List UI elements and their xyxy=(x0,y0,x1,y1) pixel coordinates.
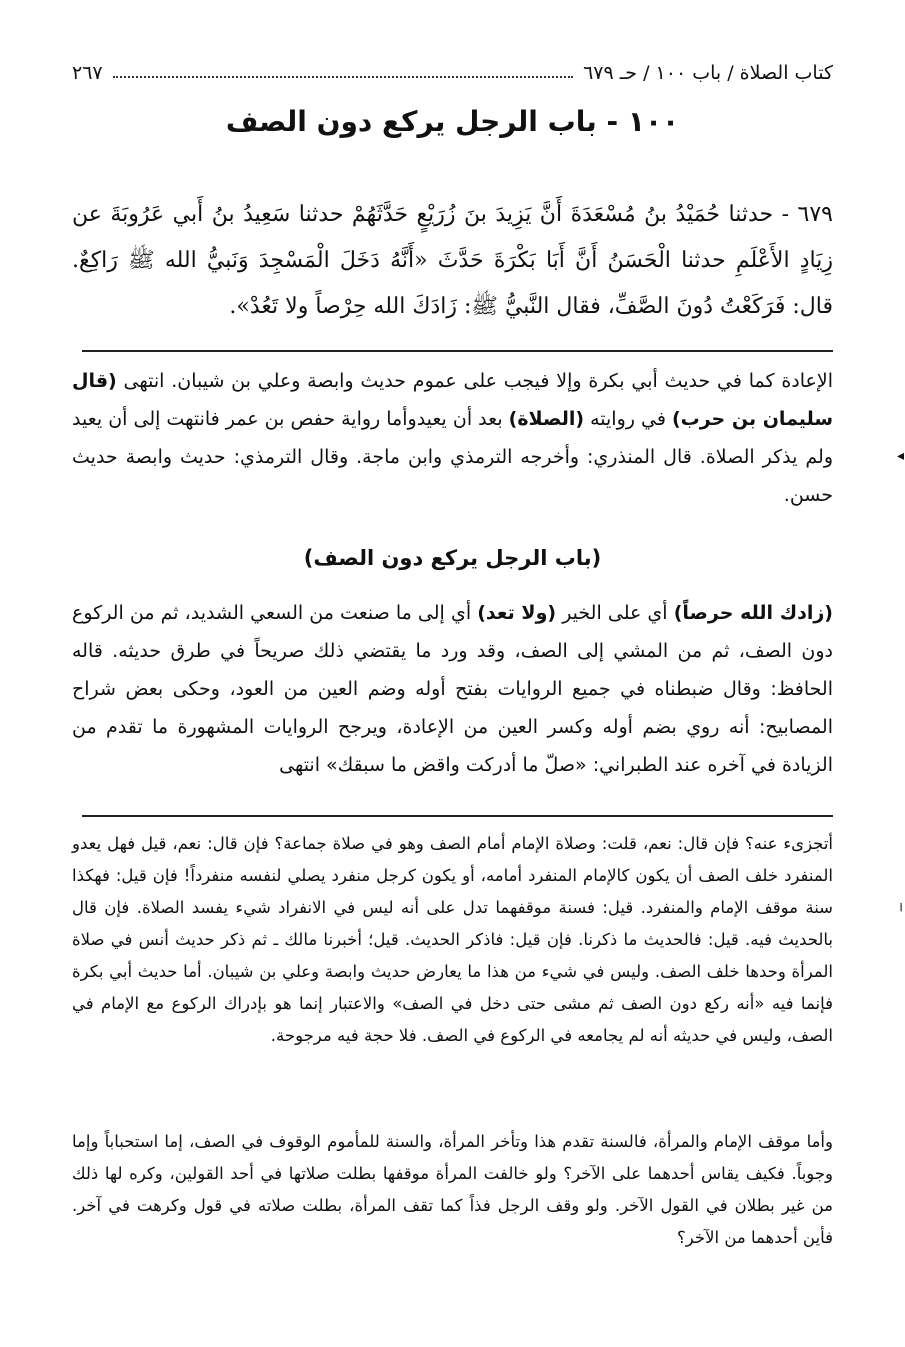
running-title: كتاب الصلاة / باب ١٠٠ / حـ ٦٧٩ xyxy=(583,62,833,84)
footnote-paragraph-2: وأما موقف الإمام والمرأة، فالسنة تقدم هذا وتأخر المرأة، والسنة للمأموم الوقوف في الصف، إما استحباباً وإما وجوباً. فكيف يقاس أحدهما على الآخر؟ ولو خالفت المرأة موقفها بطلت صلاتها في أحد القولين، وكره لها ذلك من غير بطلان في القول الآخر. ولو وقف الرجل فذاً كما تقف المرأة، بطلت صلاته في قول وكرهت في آخر. فأين أحدهما من الآخر؟ xyxy=(72,1132,833,1247)
footnote-paragraph-1: أتجزىء عنه؟ فإن قال: نعم، قلت: وصلاة الإمام أمام الصف وهو في صلاة جماعة؟ فإن قال: نعم، قيل فهل يعدو المنفرد خلف الصف أن يكون كالإمام المنفرد أمامه، أو يكون كرجل منفرد يصلي لنفسه منفرداً! فإن قيل: فهكذا سنة موقف الإمام والمنفرد. قيل: فسنة موقفهما تدل على أنه ليس في الانفراد شيء يفسد الصلاة. فإن قال بالحديث فيه. قيل: فالحديث ما ذكرنا. فإن قيل: فاذكر الحديث. قيل؛ أخبرنا مالك ـ ثم ذكر حديث أنس في صلاة المرأة وحدها خلف الصف. وليس في شيء من هذا ما يعارض حديث وابصة وعلي بن شيبان. أما حديث أبي بكرة فإنما فيه «أنه ركع دون الصف ثم مشى حتى دخل في الصف» والاعتبار إنما هو بإدراك الركوع مع الإمام في الصف، وليس في حديثه أنه لم يجامعه في الركوع في الصف. فلا حجة فيه مرجوحة. xyxy=(72,834,833,1045)
commentary-1-text-a: الإعادة كما في حديث أبي بكرة وإلا فيجب على عموم حديث وابصة وعلي بن شيبان. انتهى xyxy=(116,370,833,392)
commentary-2-bold-b: (ولا تعد) xyxy=(477,602,557,624)
commentary-block-1 xyxy=(72,362,833,514)
commentary-2-bold-a: (زادك الله حرصاً) xyxy=(673,602,833,624)
commentary-2-text-b: أي إلى ما صنعت من السعي الشديد، ثم من الركوع دون الصف، ثم من المشي إلى الصف، وقد ورد ما يقتضي ذلك صريحاً في طرق حديثه. قاله الحافظ: وقال ضبطناه في جميع الروايات بفتح أوله وضم العين من العود، وحكى بعض شراح المصابيح: أنه روي بضم أوله وكسر العين من الإعادة، ويرجح الروايات المشهورة ما تقدم من الزيادة في آخره عند الطبراني: «صلّ ما أدركت واقض ما سبقك» انتهى xyxy=(72,602,833,776)
margin-mark: ╵ xyxy=(897,904,905,920)
hadith-text: ٦٧٩ - حدثنا حُمَيْدُ بنُ مُسْعَدَةَ أَنَّ يَزِيدَ بنَ زُرَيْعٍ حَدَّثَهُمْ حدثنا سَعِيدُ بنُ أَبي عَرُوبَةَ عن زِيَادٍ الأَعْلَمِ حدثنا الْحَسَنُ أَنَّ أَبَا بَكْرَةَ حَدَّثَ «أَنَّهُ دَخَلَ الْمَسْجِدَ وَنَبيُّ الله ﷺ رَاكِعٌ. قال: فَرَكَعْتُ دُونَ الصَّفِّ، فقال النَّبيُّ ﷺ: زَادَكَ الله حِرْصاً ولا تَعُدْ». xyxy=(72,202,833,319)
commentary-1-text-b: في روايته xyxy=(584,408,672,430)
commentary-1-text-c: بعد أن يعيدوأما رواية حفص بن عمر فانتهت إلى أن يعيد ولم يذكر الصلاة. قال المنذري: وأخرجه الترمذي وابن ماجة. وقال الترمذي: حديث وابصة حديث حسن. xyxy=(72,408,833,506)
page-number: ٢٦٧ xyxy=(72,62,103,84)
margin-mark: ◂ xyxy=(897,448,905,464)
separator-rule-2 xyxy=(82,815,833,817)
chapter-title: ١٠٠ - باب الرجل يركع دون الصف xyxy=(225,105,680,138)
commentary-1-bold-a: (قال سليمان بن حرب) xyxy=(72,370,834,430)
separator-rule-1 xyxy=(82,350,833,352)
commentary-2-text-a: أي على الخير xyxy=(556,602,674,624)
commentary-block-2 xyxy=(72,594,833,784)
subsection-title: (باب الرجل يركع دون الصف) xyxy=(303,546,602,570)
commentary-1-bold-b: (الصلاة) xyxy=(508,408,585,430)
running-header xyxy=(72,48,833,84)
header-leader-dots xyxy=(113,76,573,78)
